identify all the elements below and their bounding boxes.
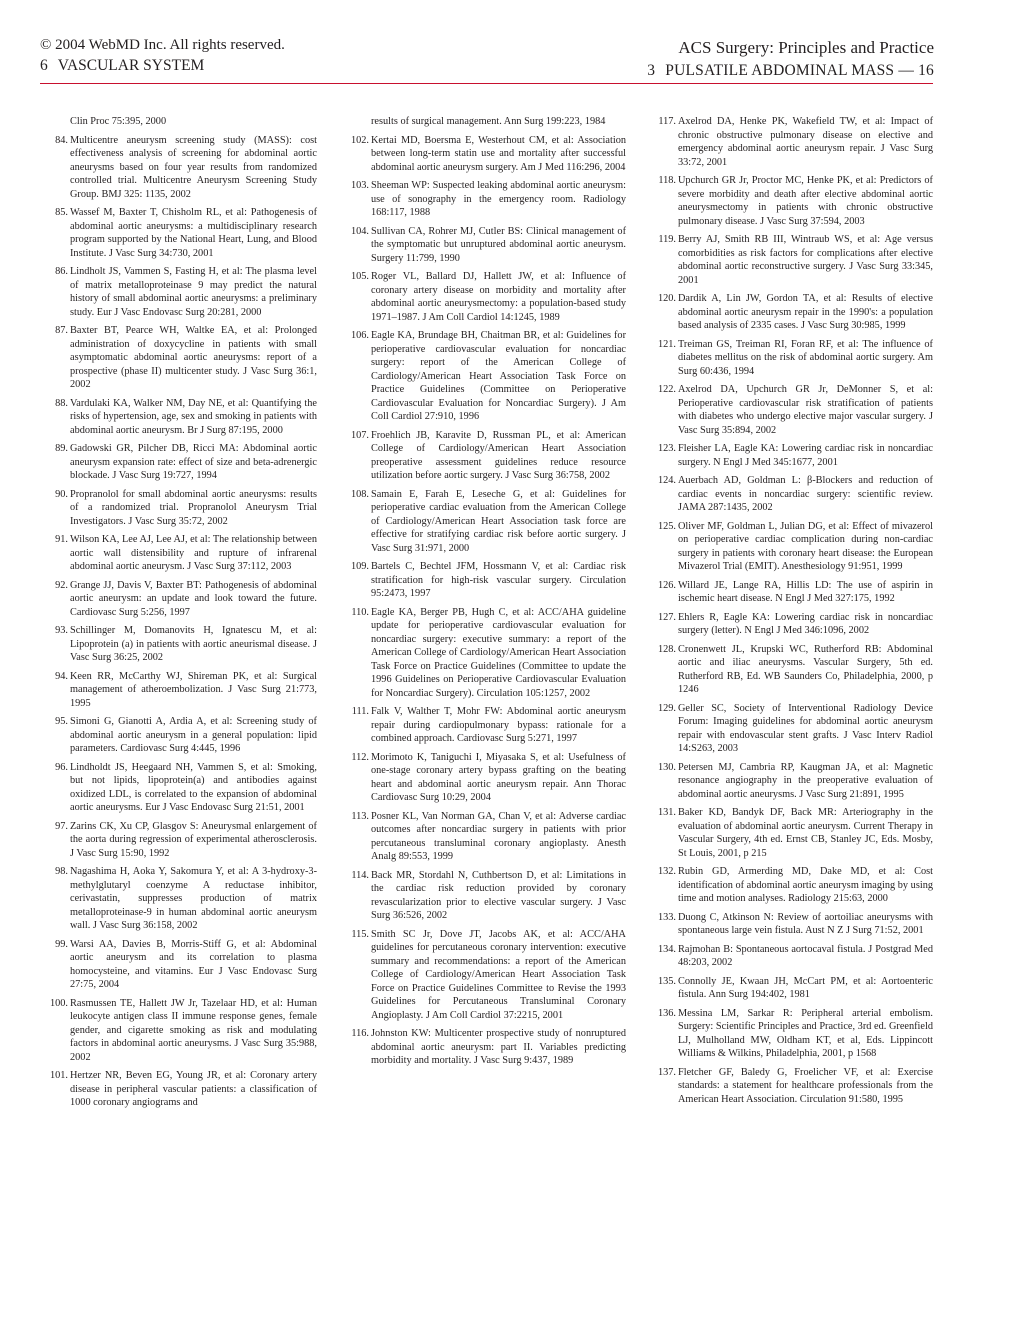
reference-column-2 [338, 115, 626, 1073]
reference-number: 97. [55, 820, 68, 832]
reference-entry [645, 761, 933, 802]
reference-entry [338, 869, 626, 923]
reference-number: 117. [658, 116, 676, 127]
reference-text: Messina LM, Sarkar R: Peripheral arterial embolism. Surgery: Scientific Principles and Practice, 3rd ed. Greenfield LJ, Mulholland MW, Oldham KT, et al, Eds. Lippincott Williams & Wilkins, Philadelphia, 2001, p 1568 [678, 1007, 933, 1059]
reference-text: Wilson KA, Lee AJ, Lee AJ, et al: The relationship between aortic wall distensibility and rupture of infrarenal abdominal aortic aneurysm. J Vasc Surg 37:112, 2003 [70, 534, 317, 572]
reference-entry [645, 806, 933, 860]
reference-text: Clin Proc 75:395, 2000 [70, 116, 167, 127]
reference-entry [645, 1066, 933, 1107]
reference-entry [338, 488, 626, 556]
section-title: VASCULAR SYSTEM [57, 57, 205, 74]
reference-entry [338, 606, 626, 701]
reference-entry [37, 820, 317, 861]
reference-entry [645, 474, 933, 515]
reference-text: Berry AJ, Smith RB III, Wintraub WS, et al: Age versus comorbidities as risk factors for complications after elective abdominal aortic reconstructive surgery. J Vasc Surg 33:345, 2001 [678, 234, 933, 286]
chapter-label [647, 61, 934, 81]
section-label [40, 56, 285, 76]
reference-text: Multicentre aneurysm screening study (MASS): cost effectiveness analysis of screening for abdominal aortic aneurysms based on four year results from randomized controlled trial. Multicentre Aneurysm Screening Study Group. BMJ 325: 1135, 2002 [70, 134, 317, 200]
copyright-notice: © 2004 WebMD Inc. All rights reserved. [40, 37, 285, 53]
reference-text: Eagle KA, Brundage BH, Chaitman BR, et al: Guidelines for perioperative cardiovascular evaluation for noncardiac surgery: report of the American College of Cardiology/American Heart Association Task Force on Practice Guidelines (Committee on Perioperative Cardiovascular Evaluation for Noncardiac Surgery). J Am Coll Cardiol 27:910, 1996 [371, 330, 626, 422]
reference-number: 124. [657, 475, 676, 486]
reference-entry [37, 115, 317, 129]
reference-entry [37, 997, 317, 1065]
reference-text: Fletcher GF, Baledy G, Froelicher VF, et al: Exercise standards: a statement for healthcare professionals from the American Heart Association. Circulation 91:580, 1995 [678, 1066, 933, 1105]
reference-number: 109. [350, 561, 369, 572]
reference-entry [338, 429, 626, 483]
reference-number: 119. [658, 234, 676, 245]
reference-entry [37, 397, 317, 438]
section-number: 6 [40, 57, 48, 74]
reference-entry [645, 338, 933, 379]
header-rule [40, 83, 933, 84]
reference-entry [37, 670, 317, 711]
reference-text: Roger VL, Ballard DJ, Hallett JW, et al: Influence of coronary artery disease on morbidity and mortality after abdominal aortic aneurysmectomy: a population-based study 1971–1987. J Am Coll Cardiol 14:1245, 1989 [371, 271, 626, 323]
reference-text: Simoni G, Gianotti A, Ardia A, et al: Screening study of abdominal aortic aneurysm in a general population: lipid parameters. Cardiovasc Surg 4:445, 1996 [70, 716, 317, 754]
reference-text: Connolly JE, Kwaan JH, McCart PM, et al: Aortoenteric fistula. Ann Surg 194:402, 1981 [678, 975, 933, 1000]
reference-text: Bartels C, Bechtel JFM, Hossmann V, et al: Cardiac risk stratification for high-risk vascular surgery. Circulation 95:2473, 1997 [371, 561, 626, 599]
reference-column-3 [645, 115, 933, 1111]
reference-entry [338, 810, 626, 864]
reference-entry [645, 383, 933, 437]
reference-column-1 [37, 115, 317, 1115]
reference-number: 115. [351, 928, 369, 940]
reference-entry [37, 324, 317, 392]
reference-number: 87. [55, 325, 68, 336]
reference-text: Baker KD, Bandyk DF, Back MR: Arteriography in the evaluation of abdominal aortic aneurysm. Current Therapy in Vascular Surgery, 4th ed. Ernst CB, Stanley JC, Eds. Mosby, St Louis, 2001, p 215 [678, 807, 933, 859]
reference-entry [37, 938, 317, 992]
reference-number: 110. [351, 606, 369, 618]
reference-text: Petersen MJ, Cambria RP, Kaugman JA, et al: Magnetic resonance angiography in the preoperative evaluation of abdominal aortic aneurysms. J Vasc Surg 21:891, 1995 [678, 761, 933, 800]
reference-text: results of surgical management. Ann Surg 199:223, 1984 [371, 116, 606, 127]
reference-entry [338, 560, 626, 601]
reference-number: 132. [657, 866, 676, 877]
reference-number: 96. [55, 761, 68, 773]
reference-entry [645, 579, 933, 606]
reference-text: Cronenwett JL, Krupski WC, Rutherford RB: Abdominal aortic and iliac aneurysms. Vascular Surgery, 5th ed. Rutherford RB, Ed. WB Saunders Co, Philadelphia, 2000, p 1246 [678, 643, 933, 695]
reference-number: 84. [55, 134, 68, 146]
reference-text: Lindholt JS, Vammen S, Fasting H, et al: The plasma level of matrix metalloproteinase 9 may predict the natural history of small abdominal aortic aneurysms: a preliminary study. Eur J Vasc Endovasc Surg 20:281, 2000 [70, 266, 317, 318]
reference-number: 120. [657, 293, 676, 304]
reference-number: 102. [350, 134, 369, 146]
reference-entry [645, 1007, 933, 1061]
reference-entry [645, 520, 933, 574]
reference-entry [37, 442, 317, 483]
reference-number: 135. [657, 975, 676, 987]
reference-number: 111. [351, 706, 369, 717]
reference-entry [37, 488, 317, 529]
reference-number: 106. [350, 330, 369, 341]
reference-text: Schillinger M, Domanovits H, Ignatescu M, et al: Lipoprotein (a) in patients with aortic aneurismal disease. J Vasc Surg 36:25, 2002 [70, 625, 317, 663]
reference-text: Fleisher LA, Eagle KA: Lowering cardiac risk in noncardiac surgery. N Engl J Med 345:1677, 2001 [678, 443, 933, 468]
reference-entry [37, 761, 317, 815]
reference-text: Baxter BT, Pearce WH, Waltke EA, et al: Prolonged administration of doxycycline in patients with small asymptomatic abdominal aortic aneurysms: report of a prospective (phase II) multicenter study. J Vasc Surg 36:1, 2002 [70, 325, 317, 390]
reference-number: 104. [350, 225, 369, 237]
reference-text: Morimoto K, Taniguchi I, Miyasaka S, et al: Usefulness of one-stage coronary artery bypass grafting on the beating heart and abdominal aortic aneurysm repair. Ann Thorac Cardiovasc Surg 10:29, 2004 [371, 751, 626, 803]
reference-number: 98. [55, 866, 68, 877]
reference-number: 127. [657, 611, 676, 623]
reference-text: Sheeman WP: Suspected leaking abdominal aortic aneurysm: use of sonography in the emergency room. Radiology 168:117, 1988 [371, 180, 626, 218]
reference-text: Froehlich JB, Karavite D, Russman PL, et al: American College of Cardiology/American Heart Association preoperative assessment guidelines reduce resource utilization before aortic surgery. J Vasc Surg 36:758, 2002 [371, 429, 626, 481]
reference-text: Posner KL, Van Norman GA, Chan V, et al: Adverse cardiac outcomes after noncardiac surgery in patients with prior percutaneous transluminal coronary angioplasty. Anesth Analg 89:553, 1999 [371, 810, 626, 862]
reference-text: Grange JJ, Davis V, Baxter BT: Pathogenesis of abdominal aortic aneurysm: an update and look toward the future. Cardiovasc Surg 5:256, 1997 [70, 579, 317, 618]
reference-text: Upchurch GR Jr, Proctor MC, Henke PK, et al: Predictors of severe morbidity and death after elective abdominal aortic aneurysmectomy in patients with chronic obstructive pulmonary disease. J Vasc Surg 37:594, 2003 [678, 175, 933, 227]
reference-text: Rajmohan B: Spontaneous aortocaval fistula. J Postgrad Med 48:203, 2002 [678, 943, 933, 968]
reference-text: Kertai MD, Boersma E, Westerhout CM, et al: Association between long-term statin use and mortality after successful abdominal aortic aneurysm surgery. Am J Med 116:296, 2004 [371, 134, 626, 173]
reference-text: Sullivan CA, Rohrer MJ, Cutler BS: Clinical management of the symptomatic but unruptured abdominal aortic aneurysm. Surgery 11:799, 1990 [371, 225, 626, 264]
reference-number: 126. [657, 579, 676, 591]
reference-number: 116. [351, 1028, 369, 1039]
reference-text: Eagle KA, Berger PB, Hugh C, et al: ACC/AHA guideline update for perioperative cardiovascular evaluation for noncardiac surgery: executive summary: a report of the American College of Cardiology/American Heart Association Task Force on Practice Guidelines (Committee to update the 1996 Guidelines on Perioperative Cardiovascular Evaluation for Noncardiac Surgery). Circulation 105:1257, 2002 [371, 606, 626, 699]
reference-text: Lindholdt JS, Heegaard NH, Vammen S, et al: Smoking, but not lipids, lipoprotein(a) and antibodies against oxidized LDL, is correlated to the expansion of abdominal aortic aneurysms. Eur J Vasc Endovasc Surg 21:51, 2001 [70, 761, 317, 813]
reference-number: 134. [657, 943, 676, 955]
reference-text: Duong C, Atkinson N: Review of aortoiliac aneurysms with spontaneous large vein fistula. Aust N Z J Surg 71:52, 2001 [678, 911, 933, 936]
reference-entry [645, 911, 933, 938]
reference-entry [645, 943, 933, 970]
reference-number: 85. [55, 207, 68, 218]
reference-number: 90. [55, 488, 68, 500]
reference-entry [645, 611, 933, 638]
reference-text: Back MR, Stordahl N, Cuthbertson D, et al: Limitations in the cardiac risk reduction provided by coronary revascularization prior to elective vascular surgery. J Vasc Surg 36:526, 2002 [371, 869, 626, 921]
reference-entry [338, 115, 626, 129]
reference-entry [37, 265, 317, 319]
reference-entry [645, 233, 933, 287]
reference-number: 121. [657, 338, 676, 350]
page-header-left [40, 36, 285, 76]
reference-number: 105. [350, 271, 369, 282]
reference-text: Keen RR, McCarthy WJ, Shireman PK, et al: Surgical management of atheroembolization. J Vasc Surg 21:773, 1995 [70, 670, 317, 709]
reference-entry [338, 179, 626, 220]
reference-entry [338, 928, 626, 1023]
reference-entry [645, 442, 933, 469]
reference-number: 89. [55, 443, 68, 454]
reference-entry [645, 643, 933, 697]
reference-text: Wassef M, Baxter T, Chisholm RL, et al: Pathogenesis of abdominal aortic aneurysms: a multidisciplinary research program supported by the National Heart, Lung, and Blood Institute. J Vasc Surg 34:730, 2001 [70, 207, 317, 259]
reference-entry [338, 134, 626, 175]
reference-entry [37, 206, 317, 260]
reference-text: Samain E, Farah E, Leseche G, et al: Guidelines for perioperative cardiac evaluation from the American College of Cardiology/American Heart Association task force are effective for stratifying cardiac risk before aortic surgery. J Vasc Surg 31:971, 2000 [371, 488, 626, 554]
reference-number: 131. [657, 807, 676, 818]
reference-text: Treiman GS, Treiman RI, Foran RF, et al: The influence of diabetes mellitus on the risk of abdominal aortic surgery. Am Surg 60:436, 1994 [678, 338, 933, 377]
reference-entry [37, 533, 317, 574]
reference-number: 114. [351, 869, 369, 881]
reference-entry [338, 270, 626, 324]
reference-number: 86. [55, 266, 68, 277]
reference-text: Ehlers R, Eagle KA: Lowering cardiac risk in noncardiac surgery (letter). N Engl J Med 346:1096, 2002 [678, 611, 933, 636]
reference-number: 101. [49, 1070, 68, 1081]
reference-text: Zarins CK, Xu CP, Glasgov S: Aneurysmal enlargement of the aorta during regression of experimental atherosclerosis. J Vasc Surg 15:90, 1992 [70, 820, 317, 859]
reference-entry [645, 702, 933, 756]
reference-text: Nagashima H, Aoka Y, Sakomura Y, et al: A 3-hydroxy-3-methylglutaryl coenzyme A reductase inhibitor, cerivastatin, suppresses production of matrix metalloproteinase-9 in human abdominal aortic aneurysm wall. J Vasc Surg 36:158, 2002 [70, 866, 317, 931]
reference-number: 118. [658, 175, 676, 186]
reference-number: 88. [55, 397, 68, 409]
reference-text: Rubin GD, Armerding MD, Dake MD, et al: Cost identification of abdominal aortic aneurysm imaging by using time and motion analyses. Radiology 215:63, 2000 [678, 866, 933, 904]
reference-text: Vardulaki KA, Walker NM, Day NE, et al: Quantifying the risks of hypertension, age, sex and smoking in patients with abdominal aortic aneurysm. Br J Surg 87:195, 2000 [70, 397, 317, 436]
reference-number: 94. [55, 670, 68, 682]
reference-text: Warsi AA, Davies B, Morris-Stiff G, et al: Abdominal aortic aneurysm and its correlation to plasma homocysteine, and vitamins. Eur J Vasc Endovasc Surg 27:75, 2004 [70, 938, 317, 990]
reference-entry [37, 715, 317, 756]
reference-number: 103. [350, 180, 369, 191]
reference-entry [37, 865, 317, 933]
reference-entry [37, 134, 317, 202]
reference-number: 113. [351, 810, 369, 822]
chapter-title: PULSATILE ABDOMINAL MASS — 16 [665, 62, 934, 79]
reference-number: 122. [657, 384, 676, 395]
reference-number: 133. [657, 911, 676, 923]
reference-number: 100. [49, 997, 68, 1009]
reference-number: 99. [55, 938, 68, 950]
reference-entry [645, 865, 933, 906]
page-header-right [647, 38, 934, 81]
chapter-number: 3 [647, 62, 656, 79]
book-title: ACS Surgery: Principles and Practice [678, 38, 934, 57]
reference-number: 112. [351, 751, 369, 763]
reference-entry [645, 292, 933, 333]
reference-text: Propranolol for small abdominal aortic aneurysms: results of a randomized trial. Propranolol Aneurysm Trial Investigators. J Vasc Surg 35:72, 2002 [70, 488, 317, 527]
reference-number: 129. [657, 702, 676, 714]
reference-entry [37, 624, 317, 665]
reference-number: 123. [657, 443, 676, 454]
reference-number: 108. [350, 488, 369, 500]
reference-entry [338, 225, 626, 266]
reference-number: 128. [657, 643, 676, 655]
reference-entry [37, 1069, 317, 1110]
reference-number: 93. [55, 625, 68, 636]
reference-text: Rasmussen TE, Hallett JW Jr, Tazelaar HD, et al: Human leukocyte antigen class II immune response genes, female gender, and cigarette smoking as risk and modulating factors in abdominal aortic aneurysms. J Vasc Surg 35:988, 2002 [70, 997, 317, 1063]
reference-text: Axelrod DA, Upchurch GR Jr, DeMonner S, et al: Perioperative cardiovascular risk stratification of patients with diabetes who undergo elective major vascular surgery. J Vasc Surg 35:894, 2002 [678, 384, 933, 436]
reference-number: 125. [657, 520, 676, 532]
reference-number: 137. [657, 1066, 676, 1078]
reference-entry [645, 174, 933, 228]
reference-entry [338, 705, 626, 746]
reference-text: Auerbach AD, Goldman L: β-Blockers and reduction of cardiac events in noncardiac surgery: scientific review. JAMA 287:1435, 2002 [678, 475, 933, 513]
reference-number: 136. [657, 1007, 676, 1019]
reference-entry [338, 329, 626, 424]
reference-entry [338, 1027, 626, 1068]
reference-text: Dardik A, Lin JW, Gordon TA, et al: Results of elective abdominal aortic aneurysm repair in the 1990's: a population based analysis of 2335 cases. J Vasc Surg 30:985, 1999 [678, 293, 933, 331]
reference-text: Axelrod DA, Henke PK, Wakefield TW, et al: Impact of chronic obstructive pulmonary disease on elective and emergency abdominal aortic aneurysm repair. J Vasc Surg 33:72, 2001 [678, 116, 933, 168]
reference-text: Hertzer NR, Beven EG, Young JR, et al: Coronary artery disease in peripheral vascular patients: a classification of 1000 coronary angiograms and [70, 1070, 317, 1108]
reference-text: Oliver MF, Goldman L, Julian DG, et al: Effect of mivazerol on perioperative cardiac complication during non-cardiac surgery in patients with coronary heart disease: the European Mivazerol Trial (EMIT). Anesthesiology 91:951, 1999 [678, 520, 933, 572]
reference-entry [338, 751, 626, 805]
reference-text: Willard JE, Lange RA, Hillis LD: The use of aspirin in ischemic heart disease. N Engl J Med 327:175, 1992 [678, 579, 933, 604]
reference-entry [37, 579, 317, 620]
reference-number: 92. [55, 579, 68, 591]
reference-text: Gadowski GR, Pilcher DB, Ricci MA: Abdominal aortic aneurysm expansion rate: effect of size and beta-adrenergic blockade. J Vasc Surg 19:727, 1994 [70, 443, 317, 481]
reference-entry [645, 115, 933, 169]
reference-number: 91. [55, 534, 68, 545]
reference-text: Johnston KW: Multicenter prospective study of nonruptured abdominal aortic aneurysm: part II. Variables predicting morbidity and mortality. J Vasc Surg 9:437, 1989 [371, 1028, 626, 1066]
reference-text: Geller SC, Society of Interventional Radiology Device Forum: Imaging guidelines for abdominal aortic aneurysm repair with endovascular stent grafts. J Vasc Interv Radiol 14:S263, 2003 [678, 702, 933, 754]
reference-text: Falk V, Walther T, Mohr FW: Abdominal aortic aneurysm repair during cardiopulmonary bypass: rationale for a combined approach. Cardiovasc Surg 5:271, 1997 [371, 706, 626, 744]
reference-number: 107. [350, 429, 369, 441]
reference-number: 130. [657, 761, 676, 773]
reference-number: 95. [55, 716, 68, 727]
reference-text: Smith SC Jr, Dove JT, Jacobs AK, et al: ACC/AHA guidelines for percutaneous coronary intervention: executive summary and recommendations: a report of the American College of Cardiology/American Heart Association Task Force on Practice Guidelines Committee to Revise the 1993 Guidelines for Percutaneous Transluminal Coronary Angioplasty. J Am Coll Cardiol 37:2215, 2001 [371, 928, 626, 1021]
reference-entry [645, 975, 933, 1002]
